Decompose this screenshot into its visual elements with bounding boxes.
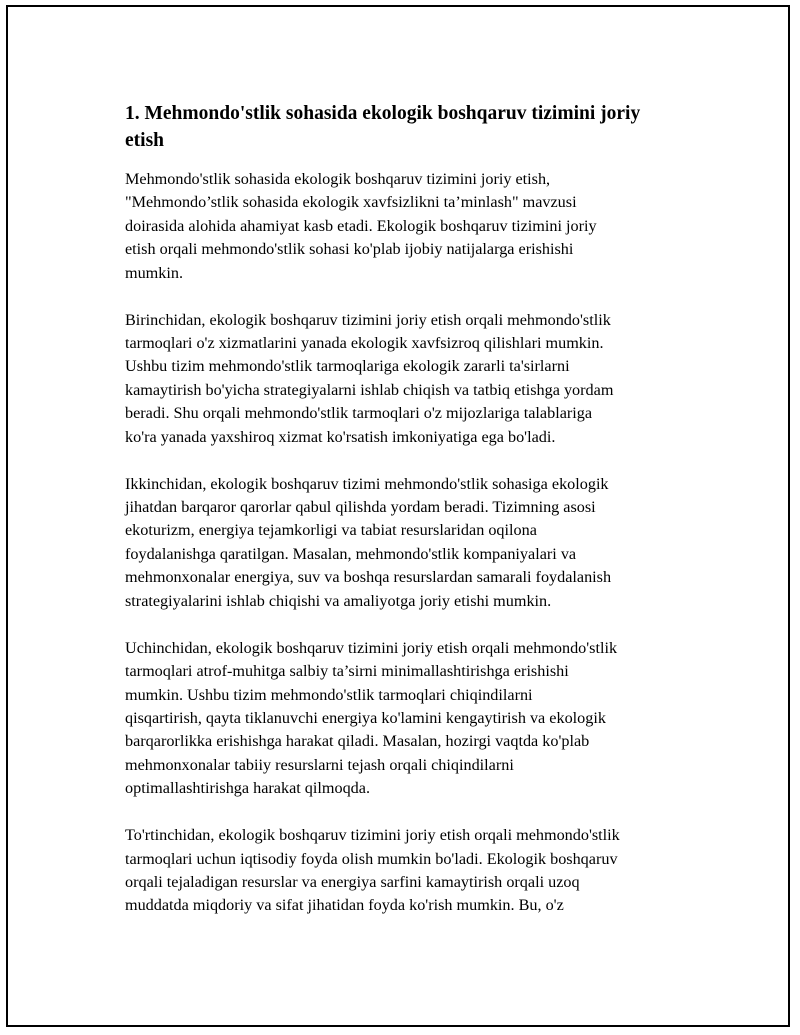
paragraph-intro <box>125 168 695 285</box>
text-line: barqarorlikka erishishga harakat qiladi. Masalan, hozirgi vaqtda ko'plab <box>125 732 590 751</box>
text-line: mumkin. Ushbu tizim mehmondo'stlik tarmoqlari chiqindilarni <box>125 685 533 704</box>
text-line: mehmonxonalar tabiiy resurslarni tejash orqali chiqindilarni <box>125 755 514 774</box>
text-line: mumkin. <box>125 263 184 282</box>
document-body <box>125 100 695 941</box>
text-line: Ushbu tizim mehmondo'stlik tarmoqlariga ekologik zararli ta'sirlarni <box>125 357 570 376</box>
text-line: tarmoqlari o'z xizmatlarini yanada ekologik xavfsizroq qilishlari mumkin. <box>125 334 604 353</box>
paragraph-second-point <box>125 473 695 613</box>
text-line: To'rtinchidan, ekologik boshqaruv tizimini joriy etish orqali mehmondo'stlik <box>125 826 620 845</box>
text-line: foydalanishga qaratilgan. Masalan, mehmondo'stlik kompaniyalari va <box>125 544 577 563</box>
text-line: ekoturizm, energiya tejamkorligi va tabiat resurslaridan oqilona <box>125 521 537 540</box>
text-line: beradi. Shu orqali mehmondo'stlik tarmoqlari o'z mijozlariga talablariga <box>125 404 593 423</box>
paragraph-third-point <box>125 637 695 801</box>
text-line: ko'ra yanada yaxshiroq xizmat ko'rsatish imkoniyatiga ega bo'ladi. <box>125 427 556 446</box>
heading-line: 1. Mehmondo'stlik sohasida ekologik boshqaruv tizimini joriy <box>125 103 641 124</box>
text-line: Mehmondo'stlik sohasida ekologik boshqaruv tizimini joriy etish, <box>125 170 551 188</box>
text-line: "Mehmondo’stlik sohasida ekologik xavfsizlikni ta’minlash" mavzusi <box>125 193 577 212</box>
text-line: optimallashtirishga harakat qilmoqda. <box>125 779 371 798</box>
text-line: Uchinchidan, ekologik boshqaruv tizimini joriy etish orqali mehmondo'stlik <box>125 638 618 657</box>
section-heading <box>125 100 695 154</box>
document-page <box>6 5 790 1027</box>
text-line: tarmoqlari atrof-muhitga salbiy ta’sirni minimallashtirishga erishishi <box>125 662 569 681</box>
text-line: mehmonxonalar energiya, suv va boshqa resurslardan samarali foydalanish <box>125 568 612 587</box>
text-line: Birinchidan, ekologik boshqaruv tizimini joriy etish orqali mehmondo'stlik <box>125 310 611 329</box>
text-line: strategiyalarini ishlab chiqishi va amaliyotga joriy etishi mumkin. <box>125 591 552 610</box>
text-line: Ikkinchidan, ekologik boshqaruv tizimi mehmondo'stlik sohasiga ekologik <box>125 474 609 493</box>
text-line: qisqartirish, qayta tiklanuvchi energiya ko'lamini kengaytirish va ekologik <box>125 708 606 727</box>
text-line: orqali tejaladigan resurslar va energiya sarfini kamaytirish orqali uzoq <box>125 872 580 891</box>
text-line: jihatdan barqaror qarorlar qabul qilishda yordam beradi. Tizimning asosi <box>125 498 596 517</box>
text-line: tarmoqlari uchun iqtisodiy foyda olish mumkin bo'ladi. Ekologik boshqaruv <box>125 849 618 868</box>
text-line: kamaytirish bo'yicha strategiyalarni ishlab chiqish va tatbiq etishga yordam <box>125 380 614 399</box>
text-line: muddatda miqdoriy va sifat jihatidan foyda ko'rish mumkin. Bu, o'z <box>125 896 564 915</box>
text-line: etish orqali mehmondo'stlik sohasi ko'plab ijobiy natijalarga erishishi <box>125 240 574 259</box>
text-line: doirasida alohida ahamiyat kasb etadi. Ekologik boshqaruv tizimini joriy <box>125 216 597 235</box>
paragraph-fourth-point <box>125 824 695 918</box>
heading-line: etish <box>125 130 164 151</box>
paragraph-first-point <box>125 309 695 449</box>
